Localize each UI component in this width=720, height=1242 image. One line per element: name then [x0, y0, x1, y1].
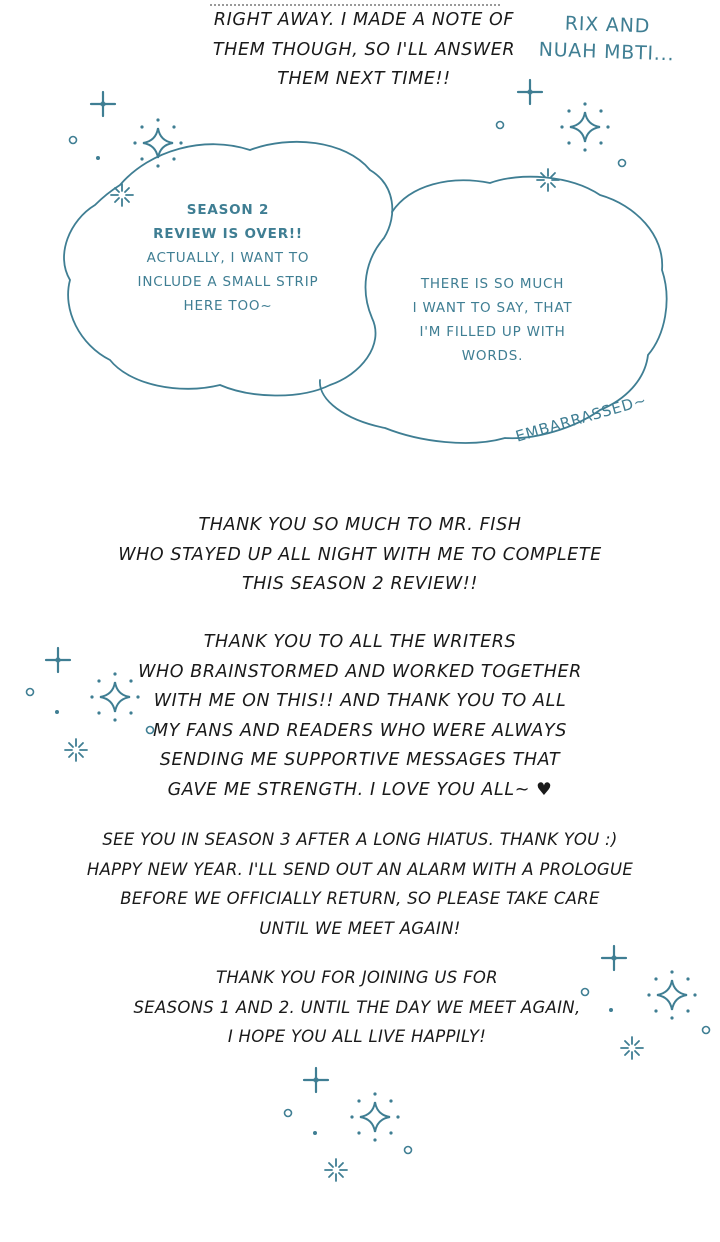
paragraph-line: I HOPE YOU ALL LIVE HAPPILY! [227, 1027, 487, 1046]
paragraph-line: BEFORE WE OFFICIALLY RETURN, SO PLEASE TAKE CARE [120, 889, 600, 908]
bubble-right-line: I WANT TO SAY, THAT [412, 300, 573, 316]
bubble-right-line: WORDS. [461, 348, 524, 364]
header-line: RIGHT AWAY. I MADE A NOTE OF [213, 10, 515, 30]
paragraph-line: THANK YOU TO ALL THE WRITERS [203, 632, 517, 652]
paragraph-line: GAVE ME STRENGTH. I LOVE YOU ALL~ ♥ [167, 779, 553, 800]
bubble-left-title: SEASON 2 [186, 202, 270, 218]
bubble-left-line: INCLUDE A SMALL STRIP [137, 274, 319, 290]
paragraph-line: SENDING ME SUPPORTIVE MESSAGES THAT [159, 750, 561, 770]
paragraph-line: WHO BRAINSTORMED AND WORKED TOGETHER [138, 661, 582, 682]
paragraph-line: UNTIL WE MEET AGAIN! [259, 918, 461, 938]
bubble-left-line: ACTUALLY, I WANT TO [146, 250, 310, 266]
paragraph-line: HAPPY NEW YEAR. I'LL SEND OUT AN ALARM WITH A PROLOGUE [86, 859, 634, 879]
header-line: THEM THOUGH, SO I'LL ANSWER [212, 39, 516, 60]
side-note [531, 9, 683, 68]
season3-paragraph [0, 825, 720, 943]
bubble-left-title: REVIEW IS OVER!! [153, 226, 303, 242]
bubble-right-line: I'M FILLED UP WITH [419, 324, 566, 340]
paragraph-line: THANK YOU SO MUCH TO MR. FISH [198, 515, 522, 535]
farewell-paragraph [0, 963, 717, 1052]
paragraph-line: WHO STAYED UP ALL NIGHT WITH ME TO COMPLETE [118, 544, 602, 565]
bubble-left-line: HERE TOO~ [183, 298, 273, 314]
side-note-line: NUAH MBTI... [538, 38, 675, 66]
paragraph-line: MY FANS AND READERS WHO WERE ALWAYS [153, 720, 567, 741]
thanks-paragraph-1 [0, 511, 720, 600]
embarrassed-note: EMBARRASSED~ [513, 390, 649, 446]
paragraph-line: SEE YOU IN SEASON 3 AFTER A LONG HIATUS. THANK YOU :) [102, 830, 618, 849]
thanks-paragraph-2 [0, 628, 720, 805]
bubble-right-text [385, 272, 600, 368]
header-line: THEM NEXT TIME!! [277, 69, 451, 89]
paragraph-line: SEASONS 1 AND 2. UNTIL THE DAY WE MEET AGAIN, [133, 997, 581, 1017]
bubble-left-text [118, 198, 338, 318]
bubble-right-line: THERE IS SO MUCH [420, 276, 565, 292]
paragraph-line: THIS SEASON 2 REVIEW!! [242, 574, 478, 594]
paragraph-line: THANK YOU FOR JOINING US FOR [216, 968, 498, 987]
paragraph-line: WITH ME ON THIS!! AND THANK YOU TO ALL [153, 691, 567, 711]
side-note-line: RIX AND [564, 12, 651, 38]
